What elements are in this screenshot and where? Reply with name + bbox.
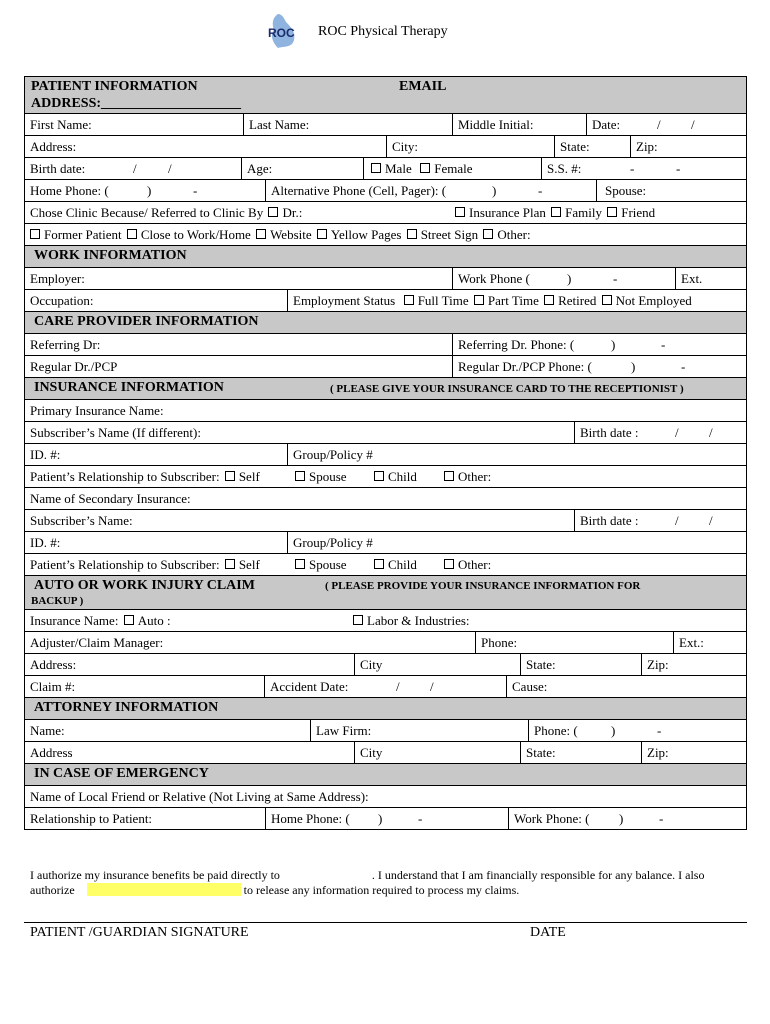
adjuster-ext-label: Ext.:: [679, 635, 704, 650]
authorization-text-1b: . I understand that I am financially responsible for any balance. I also: [371, 868, 705, 882]
row-emergency-relationship: [24, 808, 747, 830]
referring-phone-label: Referring Dr. Phone: (: [458, 337, 575, 352]
claim-field[interactable]: [25, 676, 264, 697]
id2-field[interactable]: [25, 532, 287, 553]
close-to-work-checkbox[interactable]: [127, 229, 137, 239]
phone-sep: -: [681, 359, 686, 374]
row-attorney-name: [24, 720, 747, 742]
logo-text: ROC: [268, 26, 295, 40]
spouse-field[interactable]: [596, 180, 746, 201]
birth-date-field[interactable]: [25, 158, 241, 179]
section-emergency: [24, 764, 747, 786]
friend-label: Friend: [621, 205, 656, 220]
ssn-label: S.S. #:: [547, 161, 582, 176]
yellow-pages-label: Yellow Pages: [330, 227, 402, 242]
female-label: Female: [434, 161, 473, 176]
part-time-checkbox[interactable]: [474, 295, 484, 305]
paren: ): [611, 337, 616, 352]
labor-label: Labor & Industries:: [367, 613, 470, 628]
paren: ): [567, 271, 572, 286]
authorized-party-field[interactable]: [87, 883, 241, 896]
auto-zip-label: Zip:: [647, 657, 669, 672]
birth-date-label: Birth date:: [30, 161, 86, 176]
family-label: Family: [565, 205, 602, 220]
section-insurance: [24, 378, 747, 400]
phone-sep: -: [613, 271, 618, 286]
age-field[interactable]: [241, 158, 363, 179]
phone-sep: -: [659, 811, 664, 826]
adjuster-phone-label: Phone:: [481, 635, 518, 650]
middle-initial-label: Middle Initial:: [458, 117, 534, 132]
auto-label: Auto :: [137, 613, 171, 628]
adjuster-ext-field[interactable]: [673, 632, 746, 653]
sex-field: [363, 158, 541, 179]
regular-phone-field[interactable]: [452, 356, 746, 377]
paren: ): [631, 359, 636, 374]
attorney-state-field[interactable]: [520, 742, 641, 763]
attorney-address-label: Address: [30, 745, 73, 760]
date-sep: /: [709, 425, 713, 440]
paren: ): [619, 811, 624, 826]
occupation-field[interactable]: [25, 290, 287, 311]
regular-phone-label: Regular Dr./PCP Phone: (: [458, 359, 592, 374]
emergency-home-phone-label: Home Phone: (: [271, 811, 350, 826]
other-checkbox[interactable]: [483, 229, 493, 239]
subscriber2-name-field[interactable]: [25, 510, 574, 531]
paren: ): [378, 811, 383, 826]
patient-info-heading: PATIENT INFORMATION: [31, 79, 198, 94]
male-label: Male: [385, 161, 412, 176]
family-checkbox[interactable]: [551, 207, 561, 217]
employment-status-label: Employment Status: [293, 293, 396, 308]
emergency-work-phone-label: Work Phone: (: [514, 811, 590, 826]
former-patient-label: Former Patient: [44, 227, 122, 242]
date-sep: /: [675, 425, 679, 440]
address-field[interactable]: [25, 136, 386, 157]
row-chose-clinic: [24, 202, 747, 224]
auto-address-field[interactable]: [25, 654, 354, 675]
phone-sep: -: [538, 183, 543, 198]
child-checkbox[interactable]: [374, 471, 384, 481]
cause-field[interactable]: [506, 676, 746, 697]
chose-clinic-label: [30, 205, 302, 221]
subscriber2-birth-label: Birth date :: [580, 513, 639, 528]
row-regular-dr: [24, 356, 747, 378]
auto-checkbox[interactable]: [124, 615, 134, 625]
part-time-label: Part Time: [487, 293, 539, 308]
id2-label: ID. #:: [30, 535, 61, 550]
authorization-text-2b: to release any information required to process my claims.: [243, 883, 520, 897]
phone-sep: -: [418, 811, 423, 826]
attorney-zip-field[interactable]: [641, 742, 746, 763]
relationship-to-patient-label: Relationship to Patient:: [30, 811, 153, 826]
ext-label: Ext.: [681, 271, 703, 286]
group-policy-field[interactable]: [287, 444, 746, 465]
street-sign-checkbox[interactable]: [407, 229, 417, 239]
row-birth: [24, 158, 747, 180]
secondary-insurance-label: Name of Secondary Insurance:: [30, 491, 191, 506]
subscriber-birth-label: Birth date :: [580, 425, 639, 440]
emergency-heading: IN CASE OF EMERGENCY: [34, 766, 209, 781]
phone-sep: -: [661, 337, 666, 352]
former-patient-checkbox[interactable]: [30, 229, 40, 239]
self-label: Self: [238, 469, 260, 484]
auto-city-label: City: [360, 657, 383, 672]
chose-clinic-text: Chose Clinic Because/ Referred to Clinic By: [30, 205, 264, 220]
phone-sep: -: [657, 723, 662, 738]
row-local-friend: [24, 786, 747, 808]
authorization-line-1: [30, 868, 750, 883]
subscriber2-name-label: Subscriber’s Name:: [30, 513, 133, 528]
adjuster-label: Adjuster/Claim Manager:: [30, 635, 164, 650]
labor-checkbox[interactable]: [353, 615, 363, 625]
attorney-address-field[interactable]: [25, 742, 354, 763]
emergency-work-phone-field[interactable]: [508, 808, 746, 829]
section-patient-info: [24, 76, 747, 114]
row-phones: [24, 180, 747, 202]
row-primary-insurance: [24, 400, 747, 422]
relationship2-options: [30, 557, 260, 573]
row-relationship: [24, 466, 747, 488]
first-name-label: First Name:: [30, 117, 92, 132]
signature-date-label: DATE: [530, 925, 566, 940]
row-insurance-name: [24, 610, 747, 632]
date-sep: /: [709, 513, 713, 528]
other2-relationship-checkbox[interactable]: [444, 559, 454, 569]
row-id-group: [24, 444, 747, 466]
auto-zip-field[interactable]: [641, 654, 746, 675]
relationship-label: Patient’s Relationship to Subscriber:: [30, 469, 220, 484]
child-option: [372, 469, 417, 485]
date-sep: /: [657, 117, 661, 132]
not-employed-checkbox[interactable]: [602, 295, 612, 305]
claim-label: Claim #:: [30, 679, 76, 694]
relationship-to-patient-field[interactable]: [25, 808, 265, 829]
address-field-label: Address:: [30, 139, 77, 154]
state-label: State:: [560, 139, 590, 154]
insurance-plan-label: Insurance Plan: [469, 205, 546, 220]
self-checkbox[interactable]: [225, 471, 235, 481]
auto-claim-note: ( PLEASE PROVIDE YOUR INSURANCE INFORMATION FOR: [325, 580, 641, 592]
full-time-checkbox[interactable]: [404, 295, 414, 305]
subscriber-name-field[interactable]: [25, 422, 574, 443]
attorney-name-field[interactable]: [25, 720, 310, 741]
authorization-line-2: [30, 883, 750, 898]
auto-insurance-label: Insurance Name:: [30, 613, 119, 628]
referring-phone-field[interactable]: [452, 334, 746, 355]
spouse-option-label: Spouse: [309, 469, 347, 484]
section-attorney: [24, 698, 747, 720]
male-checkbox[interactable]: [371, 163, 381, 173]
signature-label: PATIENT /GUARDIAN SIGNATURE: [30, 925, 249, 940]
retired-label: Retired: [558, 293, 597, 308]
law-firm-label: Law Firm:: [316, 723, 372, 738]
last-name-field[interactable]: [243, 114, 452, 135]
yellow-pages-checkbox[interactable]: [317, 229, 327, 239]
middle-initial-field[interactable]: [452, 114, 586, 135]
labor-industries: [351, 613, 470, 629]
occupation-label: Occupation:: [30, 293, 94, 308]
row-referring-dr: [24, 334, 747, 356]
first-name-field[interactable]: [25, 114, 243, 135]
alt-phone-field[interactable]: [265, 180, 596, 201]
date-sep: /: [168, 161, 172, 176]
paren: ): [492, 183, 497, 198]
work-phone-field[interactable]: [452, 268, 675, 289]
regular-dr-label: Regular Dr./PCP: [30, 359, 118, 374]
spouse-option: [293, 469, 347, 485]
auto-claim-heading: AUTO OR WORK INJURY CLAIM: [34, 578, 255, 593]
city-field[interactable]: [386, 136, 554, 157]
attorney-zip-label: Zip:: [647, 745, 669, 760]
section-care-provider: [24, 312, 747, 334]
adjuster-phone-field[interactable]: [475, 632, 673, 653]
subscriber2-birth-field[interactable]: [574, 510, 746, 531]
authorization-text-2a: authorize: [30, 883, 75, 897]
last-name-label: Last Name:: [249, 117, 310, 132]
referral-options: [453, 205, 655, 221]
date-sep: /: [691, 117, 695, 132]
emergency-home-phone-field[interactable]: [265, 808, 508, 829]
insurance-heading: INSURANCE INFORMATION: [34, 380, 224, 395]
row-address: [24, 136, 747, 158]
date-sep: /: [133, 161, 137, 176]
friend-checkbox[interactable]: [607, 207, 617, 217]
other2-option: [442, 557, 491, 573]
date-label: Date:: [592, 117, 621, 132]
section-work-info: [24, 246, 747, 268]
auto-address-label: Address:: [30, 657, 77, 672]
authorization-text: [30, 868, 750, 898]
website-label: Website: [270, 227, 312, 242]
auto-city-field[interactable]: [354, 654, 520, 675]
section-auto-claim: [24, 576, 747, 610]
subscriber-birth-field[interactable]: [574, 422, 746, 443]
spouse2-option: [293, 557, 347, 573]
row-relationship-2: [24, 554, 747, 576]
date-sep: /: [675, 513, 679, 528]
child2-checkbox[interactable]: [374, 559, 384, 569]
attorney-name-label: Name:: [30, 723, 65, 738]
paren: ): [611, 723, 616, 738]
attorney-state-label: State:: [526, 745, 556, 760]
self2-label: Self: [238, 557, 260, 572]
street-sign-label: Street Sign: [420, 227, 479, 242]
ssn-field[interactable]: [541, 158, 746, 179]
zip-label: Zip:: [636, 139, 658, 154]
paren: ): [147, 183, 152, 198]
row-secondary-insurance: [24, 488, 747, 510]
zip-field[interactable]: [630, 136, 746, 157]
dr-checkbox[interactable]: [268, 207, 278, 217]
self2-checkbox[interactable]: [225, 559, 235, 569]
other-label: Other:: [497, 227, 531, 242]
row-id-group-2: [24, 532, 747, 554]
id-label: ID. #:: [30, 447, 61, 462]
primary-insurance-field[interactable]: [25, 400, 746, 421]
not-employed-label: Not Employed: [615, 293, 692, 308]
other-relationship-checkbox[interactable]: [444, 471, 454, 481]
care-provider-heading: CARE PROVIDER INFORMATION: [34, 314, 259, 329]
close-to-work-label: Close to Work/Home: [140, 227, 251, 242]
auto-claim-backup: BACKUP ): [31, 595, 84, 607]
law-firm-field[interactable]: [310, 720, 528, 741]
row-claim: [24, 676, 747, 698]
row-subscriber: [24, 422, 747, 444]
row-referral-sources: [24, 224, 747, 246]
child2-option: [372, 557, 417, 573]
auto-insurance-name[interactable]: [30, 613, 171, 629]
other2-relationship-label: Other:: [458, 557, 492, 572]
date-field[interactable]: [586, 114, 746, 135]
group-policy-label: Group/Policy #: [293, 447, 373, 462]
ssn-sep: -: [676, 161, 681, 176]
intake-form: [24, 76, 747, 830]
regular-dr-field[interactable]: [25, 356, 452, 377]
referring-dr-label: Referring Dr:: [30, 337, 101, 352]
relationship2-label: Patient’s Relationship to Subscriber:: [30, 557, 220, 572]
accident-date-field[interactable]: [264, 676, 506, 697]
page-title: ROC Physical Therapy: [318, 24, 448, 39]
home-phone-label: Home Phone: (: [30, 183, 109, 198]
spouse-label: Spouse:: [605, 183, 647, 198]
adjuster-field[interactable]: [25, 632, 475, 653]
phone-sep: -: [193, 183, 198, 198]
state-field[interactable]: [554, 136, 630, 157]
attorney-phone-field[interactable]: [528, 720, 746, 741]
group2-policy-field[interactable]: [287, 532, 746, 553]
row-adjuster: [24, 632, 747, 654]
attorney-city-field[interactable]: [354, 742, 520, 763]
spouse2-checkbox[interactable]: [295, 559, 305, 569]
date-sep: /: [396, 679, 400, 694]
row-occupation: [24, 290, 747, 312]
city-label: City:: [392, 139, 419, 154]
row-auto-address: [24, 654, 747, 676]
full-time-label: Full Time: [417, 293, 469, 308]
other-relationship-label: Other:: [458, 469, 492, 484]
retired-checkbox[interactable]: [544, 295, 554, 305]
spouse2-option-label: Spouse: [309, 557, 347, 572]
employer-label: Employer:: [30, 271, 85, 286]
referral-sources: [28, 227, 531, 243]
signature-line[interactable]: [24, 922, 747, 923]
group2-policy-label: Group/Policy #: [293, 535, 373, 550]
auto-state-label: State:: [526, 657, 556, 672]
spouse-checkbox[interactable]: [295, 471, 305, 481]
attorney-phone-label: Phone: (: [534, 723, 578, 738]
home-phone-field[interactable]: [25, 180, 265, 201]
website-checkbox[interactable]: [256, 229, 266, 239]
dr-label: Dr.:: [282, 205, 303, 220]
local-friend-field[interactable]: [25, 786, 746, 807]
attorney-heading: ATTORNEY INFORMATION: [34, 700, 219, 715]
authorization-text-1a: I authorize my insurance benefits be paid directly to: [30, 868, 280, 882]
child2-label: Child: [388, 557, 417, 572]
id-field[interactable]: [25, 444, 287, 465]
insurance-plan-checkbox[interactable]: [455, 207, 465, 217]
row-names: [24, 114, 747, 136]
row-employer: [24, 268, 747, 290]
employer-field[interactable]: [25, 268, 452, 289]
relationship-options: [30, 469, 260, 485]
email-label[interactable]: EMAIL: [399, 79, 447, 94]
other-option: [442, 469, 491, 485]
referring-dr-field[interactable]: [25, 334, 452, 355]
row-subscriber2: [24, 510, 747, 532]
employment-status-field: [287, 290, 746, 311]
attorney-city-label: City: [360, 745, 383, 760]
age-label: Age:: [247, 161, 273, 176]
address-label[interactable]: ADDRESS:____________________: [31, 96, 242, 111]
auto-state-field[interactable]: [520, 654, 641, 675]
cause-label: Cause:: [512, 679, 548, 694]
row-attorney-address: [24, 742, 747, 764]
work-phone-label: Work Phone (: [458, 271, 530, 286]
accident-date-label: Accident Date:: [270, 679, 349, 694]
ext-field[interactable]: [675, 268, 746, 289]
primary-insurance-label: Primary Insurance Name:: [30, 403, 164, 418]
roc-logo: [264, 12, 302, 50]
secondary-insurance-field[interactable]: [25, 488, 746, 509]
child-label: Child: [388, 469, 417, 484]
date-sep: /: [430, 679, 434, 694]
subscriber-name-label: Subscriber’s Name (If different):: [30, 425, 201, 440]
insurance-note: ( PLEASE GIVE YOUR INSURANCE CARD TO THE RECEPTIONIST ): [330, 383, 684, 395]
alt-phone-label: Alternative Phone (Cell, Pager): (: [271, 183, 447, 198]
ssn-sep: -: [630, 161, 635, 176]
work-info-heading: WORK INFORMATION: [34, 248, 187, 263]
local-friend-label: Name of Local Friend or Relative (Not Living at Same Address):: [30, 789, 369, 804]
female-checkbox[interactable]: [420, 163, 430, 173]
